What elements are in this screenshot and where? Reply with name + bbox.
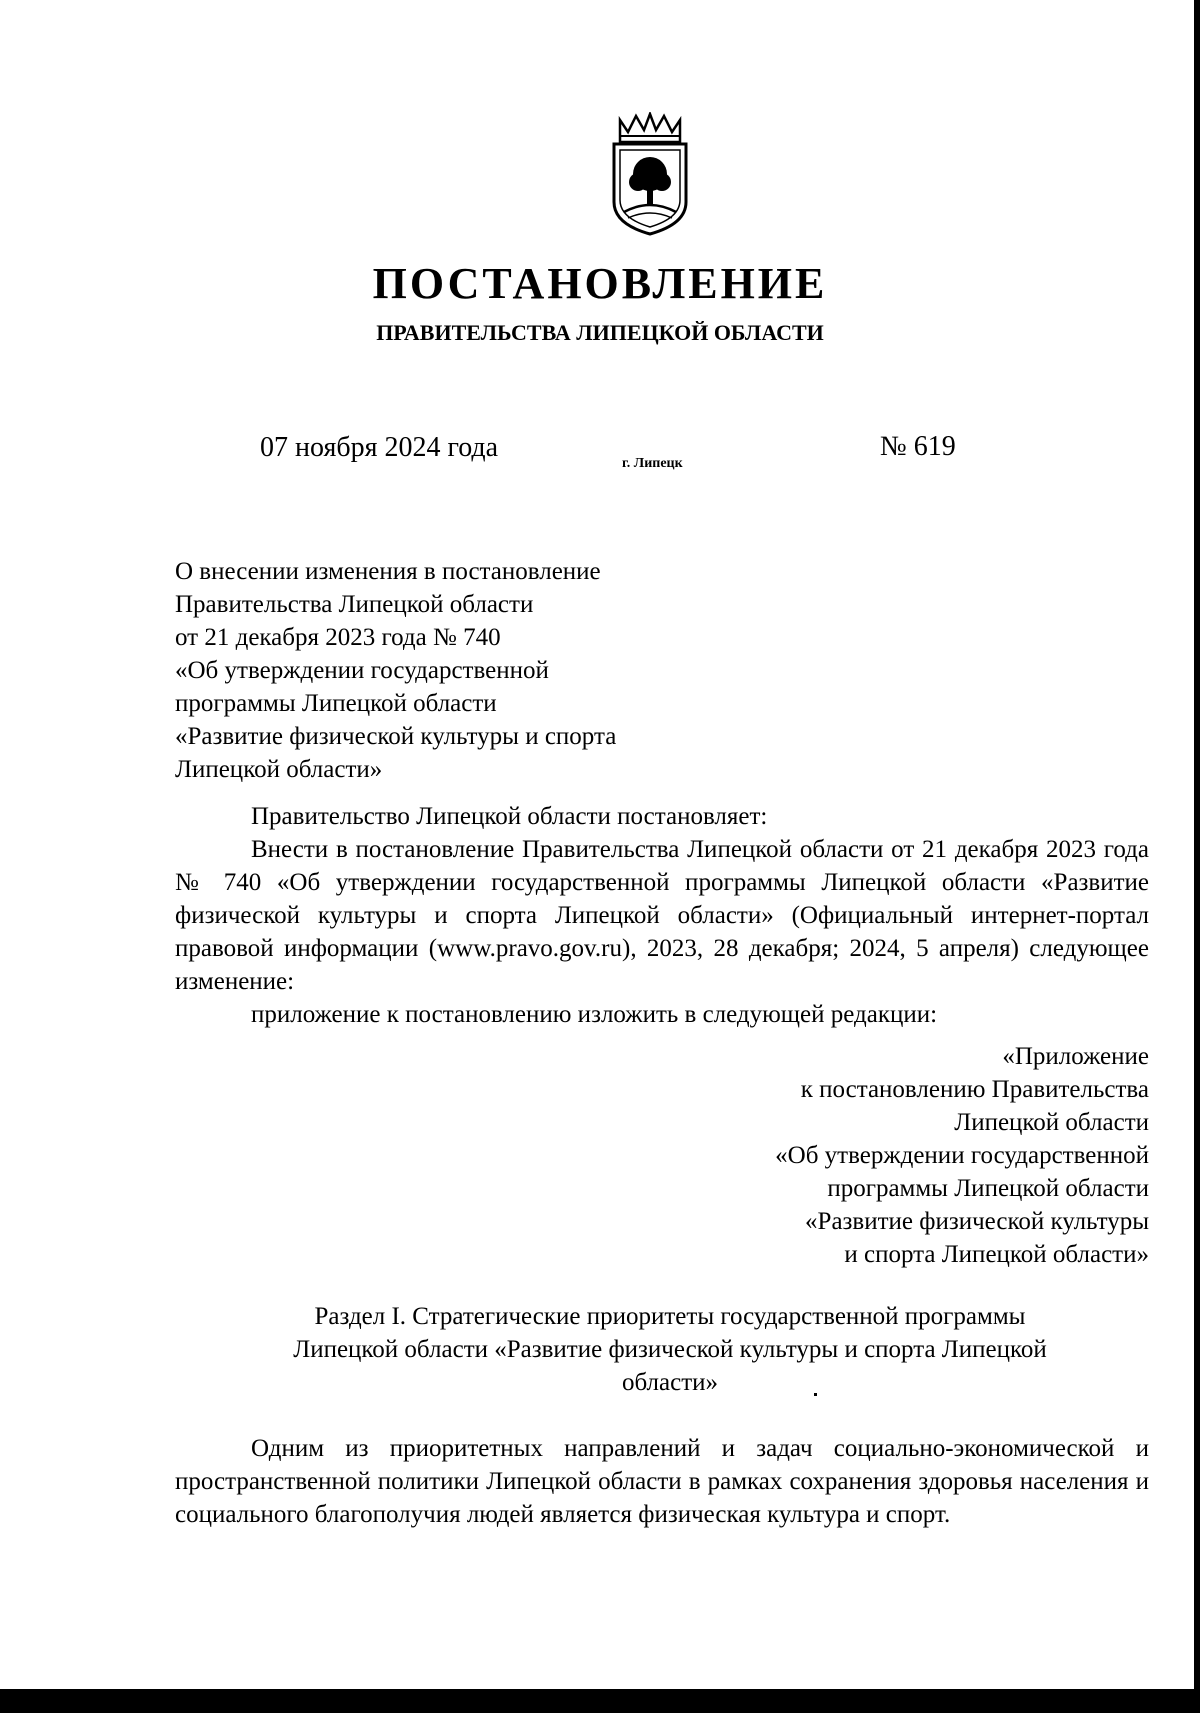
section-heading-line: области» (621, 1369, 719, 1396)
regarding-line: от 21 декабря 2023 года № 740 (175, 624, 501, 651)
section-paragraph-text: Одним из приоритетных направлений и задач социально-экономической и пространственной политики Липецкой области в рамках сохранения здоровья населения и социального благополучия людей является физическая культура и спорт. (175, 1435, 1149, 1528)
regarding-block (175, 555, 815, 786)
appendix-line: «Об утверждении государственной (775, 1142, 1149, 1169)
regarding-line: Правительства Липецкой области (175, 591, 534, 618)
scan-border-bottom (0, 1689, 1200, 1713)
regarding-line: «Об утверждении государственной (175, 657, 549, 684)
regarding-line: «Развитие физической культуры и спорта (175, 723, 617, 750)
appendix-reference (589, 1040, 1149, 1271)
appendix-line: и спорта Липецкой области» (844, 1241, 1149, 1268)
section-heading-line: Липецкой области «Развитие физической культуры и спорта Липецкой (293, 1336, 1047, 1363)
regarding-line: О внесении изменения в постановление (175, 558, 601, 585)
scan-artifact-dot (814, 1393, 817, 1396)
document-subtitle: ПРАВИТЕЛЬСТВА ЛИПЕЦКОЙ ОБЛАСТИ (376, 320, 824, 345)
appendix-line: к постановлению Правительства (800, 1076, 1149, 1103)
regarding-line: Липецкой области» (175, 756, 383, 783)
document-title: ПОСТАНОВЛЕНИЕ (372, 259, 828, 308)
document-date: 07 ноября 2024 года (260, 432, 499, 463)
appendix-line: программы Липецкой области (827, 1175, 1149, 1202)
document-number: № 619 (880, 431, 956, 462)
section-heading (225, 1300, 1115, 1399)
appendix-line: Липецкой области (954, 1109, 1149, 1136)
body-intro: Правительство Липецкой области постановляет: (251, 803, 768, 830)
document-city: г. Липецк (622, 456, 683, 471)
section-heading-line: Раздел I. Стратегические приоритеты государственной программы (314, 1303, 1026, 1330)
resolution-body (175, 800, 1149, 1031)
body-main: Внести в постановление Правительства Липецкой области от 21 декабря 2023 года № 740 «Об утверждении государственной программы Липецкой области «Развитие физической культуры и спорта Липецкой области» (Официальный интернет-портал правовой информации (www.pravo.gov.ru), 2023, 28 декабря; 2024, 5 апреля) следующее изменение: (175, 836, 1149, 995)
appendix-line: «Приложение (1002, 1043, 1149, 1070)
regarding-line: программы Липецкой области (175, 690, 497, 717)
section-paragraph (175, 1432, 1149, 1531)
lipetsk-coat-of-arms-icon (606, 112, 694, 238)
body-change: приложение к постановлению изложить в следующей редакции: (251, 1001, 938, 1028)
appendix-line: «Развитие физической культуры (805, 1208, 1149, 1235)
